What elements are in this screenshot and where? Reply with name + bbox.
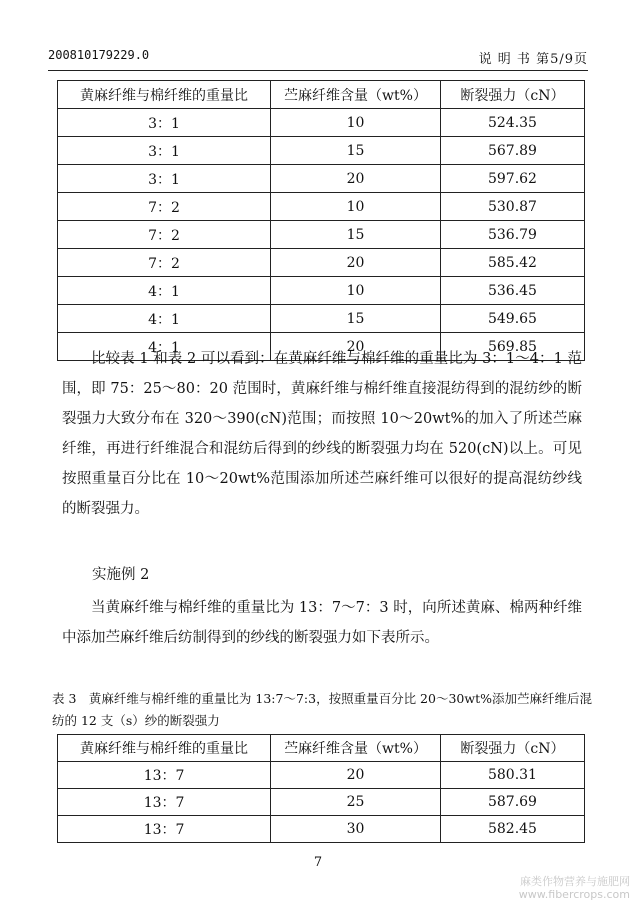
table-row <box>58 249 585 277</box>
cell-weight-ratio: 4：1 <box>58 277 271 305</box>
cell-breaking-strength: 536.79 <box>440 221 584 249</box>
cell-breaking-strength: 567.89 <box>440 137 584 165</box>
table-row <box>58 137 585 165</box>
table-row <box>58 762 585 789</box>
table-row <box>58 221 585 249</box>
document-id: 200810179229.0 <box>48 48 150 62</box>
example-paragraph: 当黄麻纤维与棉纤维的重量比为 13：7～7：3 时，向所述黄麻、棉两种纤维中添加苎麻纤维后纺制得到的纱线的断裂强力如下表所示。 <box>62 600 582 646</box>
cell-ramie-content: 20 <box>271 333 441 361</box>
header-breaking-strength: 断裂强力（cN） <box>440 81 584 109</box>
header-weight-ratio: 黄麻纤维与棉纤维的重量比 <box>58 735 271 762</box>
table-row <box>58 816 585 843</box>
cell-weight-ratio: 3：1 <box>58 137 271 165</box>
cell-weight-ratio: 4：1 <box>58 333 271 361</box>
cell-breaking-strength: 549.65 <box>440 305 584 333</box>
header-breaking-strength: 断裂强力（cN） <box>440 735 584 762</box>
cell-weight-ratio: 13：7 <box>58 789 271 816</box>
strength-table-3 <box>57 734 585 843</box>
cell-ramie-content: 10 <box>271 193 441 221</box>
table-row <box>58 165 585 193</box>
table-header-row <box>58 81 585 109</box>
cell-ramie-content: 30 <box>271 816 441 843</box>
strength-table-2 <box>57 80 585 361</box>
cell-ramie-content: 10 <box>271 277 441 305</box>
cell-ramie-content: 20 <box>271 762 441 789</box>
cell-breaking-strength: 597.62 <box>440 165 584 193</box>
table-row <box>58 305 585 333</box>
page-number: 7 <box>313 855 323 870</box>
table-row <box>58 193 585 221</box>
cell-breaking-strength: 587.69 <box>440 789 584 816</box>
table-header-row <box>58 735 585 762</box>
document-meta: 说 明 书 第5/9页 <box>478 52 588 67</box>
cell-ramie-content: 25 <box>271 789 441 816</box>
comparison-paragraph: 比较表 1 和表 2 可以看到：在黄麻纤维与棉纤维的重量比为 3：1～4：1 范围，即 75：25～80：20 范围时，黄麻纤维与棉纤维直接混纺得到的混纺纱的断裂强力大致分布在 320～390(cN)范围；而按照 10～20wt%的加入了所述苎麻纤维，再进行纤维混合和混纺后得到的纱线的断裂强力均在 520(cN)以上。可见按照重量百分比在 10～20wt%范围添加所述苎麻纤维可以很好的提高混纺纱线的断裂强力。 <box>62 351 582 517</box>
header-rule <box>48 70 588 71</box>
example-heading: 实施例 2 <box>92 567 150 583</box>
cell-breaking-strength: 530.87 <box>440 193 584 221</box>
cell-weight-ratio: 13：7 <box>58 816 271 843</box>
cell-breaking-strength: 580.31 <box>440 762 584 789</box>
cell-weight-ratio: 3：1 <box>58 109 271 137</box>
header-ramie-content: 苎麻纤维含量（wt%） <box>271 81 441 109</box>
cell-ramie-content: 15 <box>271 221 441 249</box>
cell-weight-ratio: 7：2 <box>58 249 271 277</box>
cell-breaking-strength: 582.45 <box>440 816 584 843</box>
cell-weight-ratio: 7：2 <box>58 221 271 249</box>
cell-ramie-content: 10 <box>271 109 441 137</box>
header-ramie-content: 苎麻纤维含量（wt%） <box>271 735 441 762</box>
table-row <box>58 277 585 305</box>
page-header <box>48 48 588 68</box>
cell-weight-ratio: 4：1 <box>58 305 271 333</box>
watermark <box>519 875 630 901</box>
cell-weight-ratio: 3：1 <box>58 165 271 193</box>
cell-ramie-content: 20 <box>271 249 441 277</box>
cell-weight-ratio: 13：7 <box>58 762 271 789</box>
cell-breaking-strength: 524.35 <box>440 109 584 137</box>
cell-ramie-content: 20 <box>271 165 441 193</box>
cell-ramie-content: 15 <box>271 137 441 165</box>
cell-ramie-content: 15 <box>271 305 441 333</box>
cell-weight-ratio: 7：2 <box>58 193 271 221</box>
cell-breaking-strength: 536.45 <box>440 277 584 305</box>
cell-breaking-strength: 585.42 <box>440 249 584 277</box>
watermark-title: 麻类作物营养与施肥网 <box>520 875 630 888</box>
table-row <box>58 789 585 816</box>
watermark-url: www.fibercrops.com <box>518 888 630 901</box>
table-3-caption: 表 3 黄麻纤维与棉纤维的重量比为 13:7～7:3，按照重量百分比 20～30wt%添加苎麻纤维后混纺的 12 支（s）纱的断裂强力 <box>52 691 592 728</box>
table-row <box>58 109 585 137</box>
header-weight-ratio: 黄麻纤维与棉纤维的重量比 <box>58 81 271 109</box>
cell-breaking-strength: 569.85 <box>440 333 584 361</box>
